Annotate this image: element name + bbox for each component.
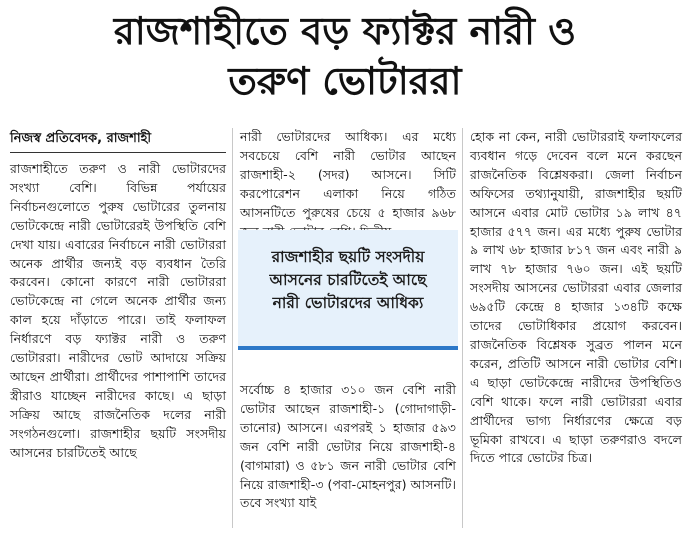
column-divider-2 (462, 128, 463, 528)
headline-line-2: তরুণ ভোটাররা (228, 59, 462, 103)
pull-quote-line-1: রাজশাহীর ছয়টি সংসদীয় (271, 248, 425, 266)
column-1-text: রাজশাহীতে তরুণ ও নারী ভোটারদের সংখ্যা বেশি। বিভিন্ন পর্যায়ের নির্বাচনগুলোতে পুরুষ ভোটারের তুলনায় ভোটকেন্দ্রে নারী ভোটারেরই উপস্থিতি বেশি দেখা যায়। এবারের নির্বাচনে নারী ভোটাররা অনেক প্রার্থীর জন্যই বড় ব্যবধান তৈরি করবেন। কোনো কারণে নারী ভোটাররা ভোটকেন্দ্রে না গেলে অনেক প্রার্থীর জন্য কাল হয়ে দাঁড়াতে পারে। তাই ফলাফল নির্ধারণে বড় ফ্যাক্টর নারী ও তরুণ ভোটাররা। নারীদের ভোট আদায়ে সক্রিয় আছেন প্রার্থীরা। প্রার্থীদের পাশাপাশি তাদের স্ত্রীরাও যাচ্ছেন নারীদের কাছে। এ ছাড়া সক্রিয় আছে রাজনৈতিক দলের নারী সংগঠনগুলো। রাজশাহীর ছয়টি সংসদীয় আসনের চারটিতেই আছে (10, 161, 226, 460)
column-divider-1 (232, 128, 233, 528)
headline (0, 6, 690, 106)
pull-quote-text (250, 246, 446, 315)
pull-quote-box (238, 230, 458, 350)
headline-line-1: রাজশাহীতে বড় ফ্যাক্টর নারী ও (113, 9, 577, 53)
article-column-1 (10, 160, 226, 463)
article-column-3 (470, 128, 682, 468)
column-2-bottom-text: সর্বোচ্চ ৪ হাজার ৩১০ জন বেশি নারী ভোটার আছেন রাজশাহী-১ (গোদাগাড়ী-তানোর) আসনে। এরপরই ১ হাজার ৫৯৩ জন বেশি নারী ভোটার নিয়ে রাজশাহী-৪ (বাগমারা) ও ৫৮১ জন নারী ভোটার বেশি নিয়ে রাজশাহী-৩ (পবা-মোহনপুর) আসনটি। তবে সংখ্যা যাই (240, 382, 456, 511)
byline-divider (10, 152, 226, 153)
article-column-2-bottom (240, 381, 456, 513)
article-column-2-top (240, 128, 456, 241)
column-2-top-text: নারী ভোটারদের আধিক্য। এর মধ্যে সবচেয়ে বেশি নারী ভোটার আছেন রাজশাহী-২ (সদর) আসনে। সিটি করপোরেশন এলাকা নিয়ে গঠিত আসনটিতে পুরুষের চেয়ে ৫ হাজার ৯৬৮ (240, 129, 456, 220)
byline: নিজস্ব প্রতিবেদক, রাজশাহী (10, 131, 152, 146)
column-3-text: হোক না কেন, নারী ভোটাররাই ফলাফলের ব্যবধান গড়ে দেবেন বলে মনে করছেন রাজনৈতিক বিশ্লেষকরা। জেলা নির্বাচন অফিসের তথ্যানুযায়ী, রাজশাহীর ছয়টি আসনে এবার মোট ভোটার ১৯ লাখ ৪৭ হাজার ৫৭৭ জন। এর মধ্যে পুরুষ ভোটার ৯ লাখ ৬৮ হাজার ৮১৭ জন এবং নারী ৯ লাখ ৭৮ হাজার ৭৬০ জন। এই ছয়টি সংসদীয় আসনের ভোটাররা এবার জেলার ৬৯৫টি কেন্দ্রে ৪ হাজার ১৩৪টি কক্ষে তাদের ভোটাধিকার প্রয়োগ করবেন। রাজনৈতিক বিশ্লেষক সুব্রত পালন মনে করেন, প্রতিটি আসনে নারী ভোটার বেশি। এ ছাড়া ভোটকেন্দ্রে নারীদের উপস্থিতিও বেশি থাকে। ফলে নারী ভোটাররা এবার প্রার্থীদের ভাগ্য নির্ধারণের ক্ষেত্রে বড় ভূমিকা রাখবে। এ ছাড়া তরুণরাও বদলে দিতে পারে ভোটের চিত্র। (470, 129, 682, 466)
pull-quote-line-3: নারী ভোটারদের আধিক্য (272, 294, 424, 312)
pull-quote-line-2: আসনের চারটিতেই আছে (269, 271, 427, 289)
